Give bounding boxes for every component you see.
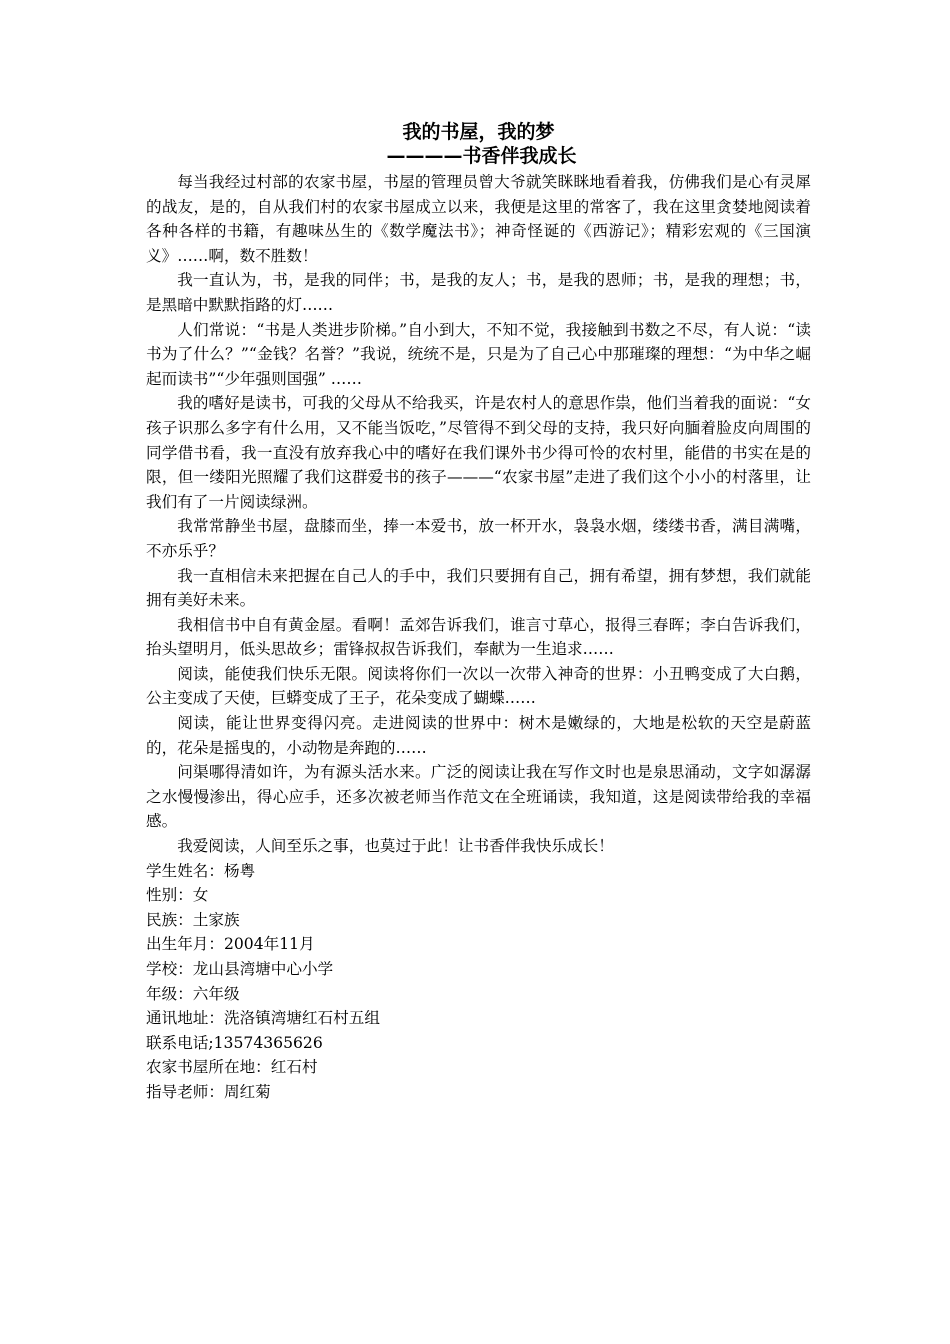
info-ethnicity: 民族：土家族 <box>146 910 240 929</box>
document-body <box>146 120 811 1105</box>
paragraph: 阅读，能使我们快乐无限。阅读将你们一次以一次带入神奇的世界：小丑鸭变成了大白鹅， 公主变成了天使，巨蟒变成了王子，花朵变成了蝴蝶…… <box>146 664 811 708</box>
info-teacher: 指导老师：周红菊 <box>146 1082 271 1101</box>
info-student-name: 学生姓名：杨粤 <box>146 861 256 880</box>
paragraph: 人们常说：“书是人类进步阶梯。”自小到大，不知不觉，我接触到书数之不尽，有人说：“读书为了什么？”“金钱？名誉？”我说，统统不是，只是为了自己心中那璀璨的理想：“为中华之崛起而读书”“少年强则国强” …… <box>146 320 811 388</box>
document-title: 我的书屋，我的梦 <box>402 121 555 143</box>
document-subtitle: ————书香伴我成长 <box>386 145 577 167</box>
paragraph: 我爱阅读，人间至乐之事，也莫过于此！让书香伴我快乐成长！ <box>177 837 614 856</box>
info-library-location: 农家书屋所在地：红石村 <box>146 1058 318 1077</box>
paragraph: 我一直相信未来把握在自己人的手中，我们只要拥有自己，拥有希望，拥有梦想，我们就能拥有美好未来。 <box>146 566 811 610</box>
paragraph: 问渠哪得清如许，为有源头活水来。广泛的阅读让我在写作文时也是泉思涌动，文字如潺潺之水慢慢渗出，得心应手，还多次被老师当作范文在全班诵读，我知道，这是阅读带给我的幸福感。 <box>146 763 811 831</box>
paragraph: 我相信书中自有黄金屋。看啊！孟郊告诉我们，谁言寸草心，报得三春晖；李白告诉我们，抬头望明月，低头思故乡；雷锋叔叔告诉我们，奉献为一生追求…… <box>146 615 811 659</box>
info-phone: 联系电话;13574365626 <box>146 1033 323 1052</box>
info-address: 通讯地址：洗洛镇湾塘红石村五组 <box>146 1009 380 1028</box>
paragraph: 阅读，能让世界变得闪亮。走进阅读的世界中：树木是嫩绿的，大地是松软的天空是蔚蓝的，花朵是摇曳的，小动物是奔跑的…… <box>146 714 811 757</box>
info-gender: 性别：女 <box>146 886 209 905</box>
paragraph: 我常常静坐书屋，盘膝而坐，捧一本爱书，放一杯开水，袅袅水烟，缕缕书香，满目满嘴，不亦乐乎？ <box>146 517 811 560</box>
paragraph: 我的嗜好是读书，可我的父母从不给我买，许是农村人的意思作祟，他们当着我的面说：“女孩子识那么多字有什么用，又不能当饭吃，”尽管得不到父母的支持，我只好向腼着脸皮向周围的同学借书看，我一直没有放弃我心中的嗜好在我们课外书少得可怜的农村里，能借的书实在是的限，但一缕阳光照耀了我们这群爱书的孩子———“农家书屋”走进了我们这个小小的村落里，让我们有了一片阅读绿洲。 <box>146 394 811 511</box>
info-birth-date: 出生年月：2004年11月 <box>146 935 315 954</box>
info-school: 学校：龙山县湾塘中心小学 <box>146 960 334 978</box>
info-grade: 年级：六年级 <box>146 984 240 1003</box>
paragraph: 每当我经过村部的农家书屋，书屋的管理员曾大爷就笑眯眯地看着我，仿佛我们是心有灵犀的战友，是的，自从我们村的农家书屋成立以来，我便是这里的常客了，我在这里贪婪地阅读着各种各样的书籍，有趣味丛生的《数学魔法书》；神奇怪诞的《西游记》；精彩宏观的《三国演义》……啊，数不胜数！ <box>146 173 811 265</box>
paragraph: 我一直认为，书，是我的同伴；书，是我的友人；书，是我的恩师；书，是我的理想；书，是黑暗中默默指路的灯…… <box>146 271 811 314</box>
